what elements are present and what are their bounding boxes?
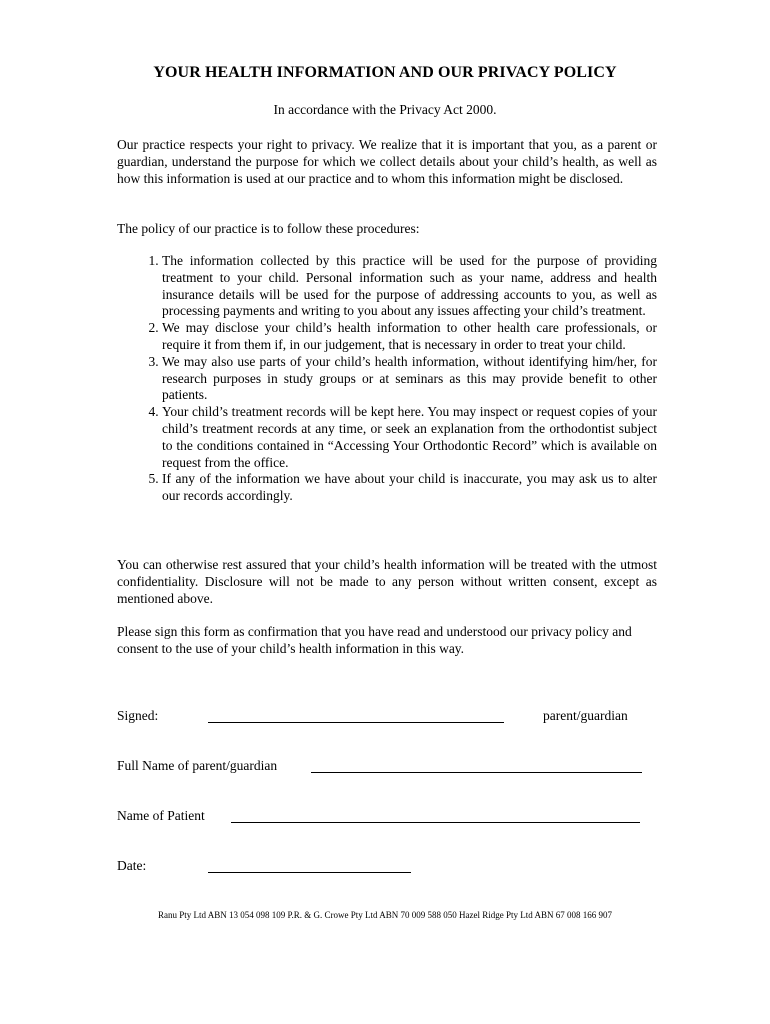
procedure-item: 5. If any of the information we have about your child is inaccurate, you may ask us to alter our records accordingly. xyxy=(162,471,657,505)
assurance-paragraph: You can otherwise rest assured that your child’s health information will be treated with the utmost confidentiality. Disclosure will not be made to any person without written consent, except as mentioned above. xyxy=(117,557,657,606)
fullname-label: Full Name of parent/guardian xyxy=(117,758,278,773)
page-subtitle: In accordance with the Privacy Act 2000. xyxy=(273,102,497,117)
patient-name-line[interactable] xyxy=(231,822,640,823)
signed-label: Signed: xyxy=(117,708,159,723)
sign-request-paragraph: Please sign this form as confirmation that you have read and understood our privacy policy and consent to the use of your child’s health information in this way. xyxy=(117,624,632,656)
signed-role-label: parent/guardian xyxy=(543,708,628,723)
date-line[interactable] xyxy=(208,872,411,873)
procedure-item: 2. We may disclose your child’s health information to other health care professionals, or require it from them if, in our judgement, that is necessary in order to treat your child. xyxy=(162,320,657,354)
procedure-item: 4. Your child’s treatment records will be kept here. You may inspect or request copies of your child’s treatment records at any time, or seek an explanation from the orthodontist subject to the conditions contained in “Accessing Your Orthodontic Record” which is available on request from the office. xyxy=(162,404,657,471)
footer-company-details: Ranu Pty Ltd ABN 13 054 098 109 P.R. & G. Crowe Pty Ltd ABN 70 009 588 050 Hazel Ridge Pty Ltd ABN 67 008 166 907 xyxy=(157,910,612,920)
page-title: YOUR HEALTH INFORMATION AND OUR PRIVACY POLICY xyxy=(153,64,617,81)
procedure-item: 1. The information collected by this practice will be used for the purpose of providing treatment to your child. Personal information such as your name, address and health insurance details will be used for the purpose of addressing accounts to you, as well as processing payments and writing to you about any issues affecting your child’s treatment. xyxy=(162,253,657,320)
policy-lead-paragraph: The policy of our practice is to follow these procedures: xyxy=(117,221,420,236)
signature-line[interactable] xyxy=(208,722,504,723)
fullname-line[interactable] xyxy=(311,772,642,773)
procedure-item: 3. We may also use parts of your child’s health information, without identifying him/her, for research purposes in study groups or at seminars as this may provide benefit to other patients. xyxy=(162,354,657,404)
procedures-list xyxy=(117,253,657,505)
patient-name-label: Name of Patient xyxy=(117,808,205,823)
date-label: Date: xyxy=(117,858,147,873)
intro-paragraph: Our practice respects your right to privacy. We realize that it is important that you, as a parent or guardian, understand the purpose for which we collect details about your child’s health, as well as how this information is used at our practice and to whom this information might be disclosed. xyxy=(117,137,657,186)
